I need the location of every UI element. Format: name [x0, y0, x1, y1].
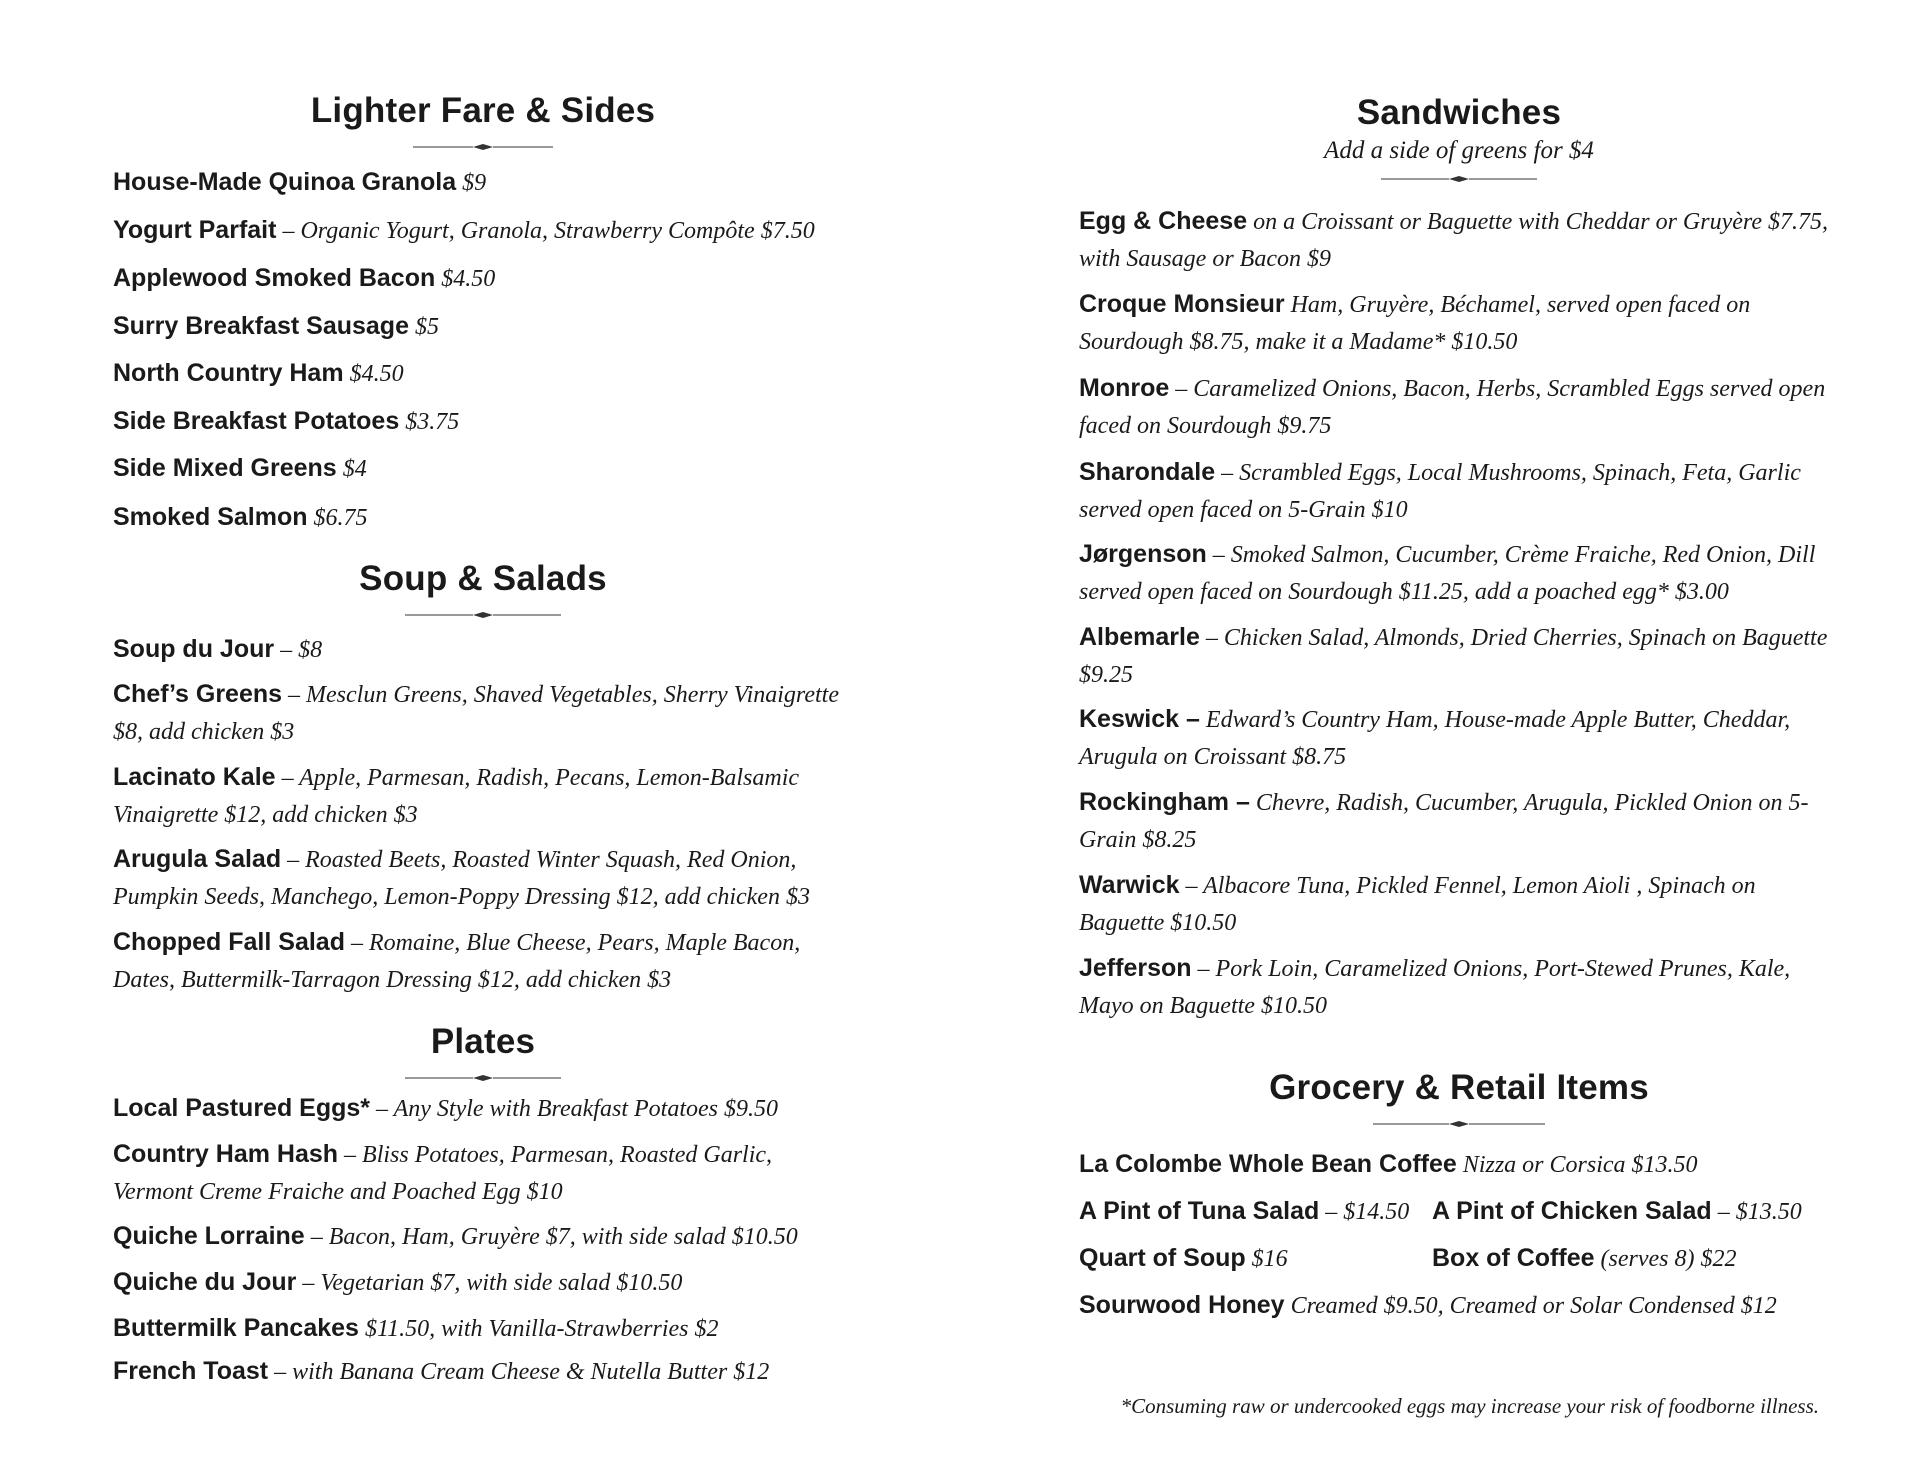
- menu-item: Soup du Jour – $8: [113, 635, 323, 663]
- menu-item: Yogurt Parfait – Organic Yogurt, Granola, Strawberry Compôte $7.50: [113, 216, 815, 244]
- section-title: Plates: [430, 1022, 536, 1061]
- menu-item: Surry Breakfast Sausage $5: [113, 312, 439, 340]
- menu-item: House-Made Quinoa Granola $9: [113, 168, 487, 196]
- menu-item: Quiche du Jour – Vegetarian $7, with side salad $10.50: [113, 1268, 683, 1296]
- divider-flourish-icon: [413, 141, 553, 153]
- menu-item: Jefferson – Pork Loin, Caramelized Onions, Port-Stewed Prunes, Kale, Mayo on Baguette $10.50: [1079, 954, 1791, 1019]
- menu-item: Smoked Salmon $6.75: [113, 503, 368, 531]
- grocery-item: A Pint of Tuna Salad – $14.50: [1079, 1197, 1410, 1225]
- section-title: Lighter Fare & Sides: [310, 91, 656, 130]
- divider-flourish-icon: [1381, 173, 1537, 185]
- section-title: Soup & Salads: [359, 559, 607, 598]
- menu-item: Applewood Smoked Bacon $4.50: [113, 264, 496, 292]
- menu-item: Side Mixed Greens $4: [113, 454, 367, 482]
- section-subtitle: Add a side of greens for $4: [1324, 137, 1594, 164]
- grocery-item: Quart of Soup $16: [1079, 1244, 1288, 1272]
- footnote: *Consuming raw or undercooked eggs may increase your risk of foodborne illness.: [1120, 1394, 1819, 1418]
- divider-flourish-icon: [1373, 1118, 1545, 1130]
- divider-flourish-icon: [405, 609, 561, 621]
- menu-item: Country Ham Hash – Bliss Potatoes, Parmesan, Roasted Garlic, Vermont Creme Fraiche and Poached Egg $10: [113, 1140, 773, 1205]
- menu-item: French Toast – with Banana Cream Cheese & Nutella Butter $12: [113, 1357, 770, 1385]
- menu-item: Sharondale – Scrambled Eggs, Local Mushrooms, Spinach, Feta, Garlic served open faced on 5-Grain $10: [1079, 458, 1801, 523]
- menu-item: Local Pastured Eggs* – Any Style with Breakfast Potatoes $9.50: [113, 1094, 778, 1122]
- menu-item: Chopped Fall Salad – Romaine, Blue Cheese, Pears, Maple Bacon, Dates, Buttermilk-Tarragon Dressing $12, add chicken $3: [113, 928, 801, 993]
- menu-item: Side Breakfast Potatoes $3.75: [113, 407, 460, 435]
- menu-item: Chef’s Greens – Mesclun Greens, Shaved Vegetables, Sherry Vinaigrette $8, add chicken $3: [113, 680, 839, 745]
- menu-item: Buttermilk Pancakes $11.50, with Vanilla-Strawberries $2: [113, 1314, 719, 1342]
- grocery-item: Box of Coffee (serves 8) $22: [1432, 1244, 1737, 1272]
- menu-item: Arugula Salad – Roasted Beets, Roasted Winter Squash, Red Onion, Pumpkin Seeds, Manchego, Lemon-Poppy Dressing $12, add chicken $3: [113, 845, 810, 910]
- menu-item: Warwick – Albacore Tuna, Pickled Fennel, Lemon Aioli , Spinach on Baguette $10.50: [1079, 871, 1756, 936]
- menu-item: Croque Monsieur Ham, Gruyère, Béchamel, served open faced on Sourdough $8.75, make it a Madame* $10.50: [1079, 290, 1751, 355]
- section-lighter-fare: [113, 93, 853, 153]
- section-title: Sandwiches: [1356, 93, 1562, 132]
- grocery-item: Sourwood Honey Creamed $9.50, Creamed or Solar Condensed $12: [1079, 1291, 1777, 1319]
- menu-item: Rockingham – Chevre, Radish, Cucumber, Arugula, Pickled Onion on 5-Grain $8.25: [1079, 788, 1809, 853]
- section-grocery-retail: [1079, 1070, 1839, 1130]
- menu-item: Monroe – Caramelized Onions, Bacon, Herbs, Scrambled Eggs served open faced on Sourdough $9.75: [1079, 374, 1826, 439]
- section-plates: [113, 1024, 853, 1084]
- menu-item: Quiche Lorraine – Bacon, Ham, Gruyère $7, with side salad $10.50: [113, 1222, 798, 1250]
- grocery-item: A Pint of Chicken Salad – $13.50: [1432, 1197, 1802, 1225]
- menu-item: North Country Ham $4.50: [113, 359, 404, 387]
- menu-item: Jørgenson – Smoked Salmon, Cucumber, Crème Fraiche, Red Onion, Dill served open faced on Sourdough $11.25, add a poached egg* $3.00: [1079, 540, 1816, 605]
- menu-item: Keswick – Edward’s Country Ham, House-made Apple Butter, Cheddar, Arugula on Croissant $8.75: [1079, 705, 1791, 770]
- section-sandwiches: [1079, 95, 1839, 185]
- menu-item: Albemarle – Chicken Salad, Almonds, Dried Cherries, Spinach on Baguette $9.25: [1079, 623, 1828, 688]
- divider-flourish-icon: [405, 1072, 561, 1084]
- section-title: Grocery & Retail Items: [1269, 1068, 1649, 1107]
- menu-item: Egg & Cheese on a Croissant or Baguette with Cheddar or Gruyère $7.75, with Sausage or Bacon $9: [1079, 207, 1828, 272]
- section-soup-salads: [113, 561, 853, 621]
- grocery-item: La Colombe Whole Bean Coffee Nizza or Corsica $13.50: [1079, 1150, 1698, 1178]
- menu-item: Lacinato Kale – Apple, Parmesan, Radish, Pecans, Lemon-Balsamic Vinaigrette $12, add chicken $3: [113, 763, 800, 828]
